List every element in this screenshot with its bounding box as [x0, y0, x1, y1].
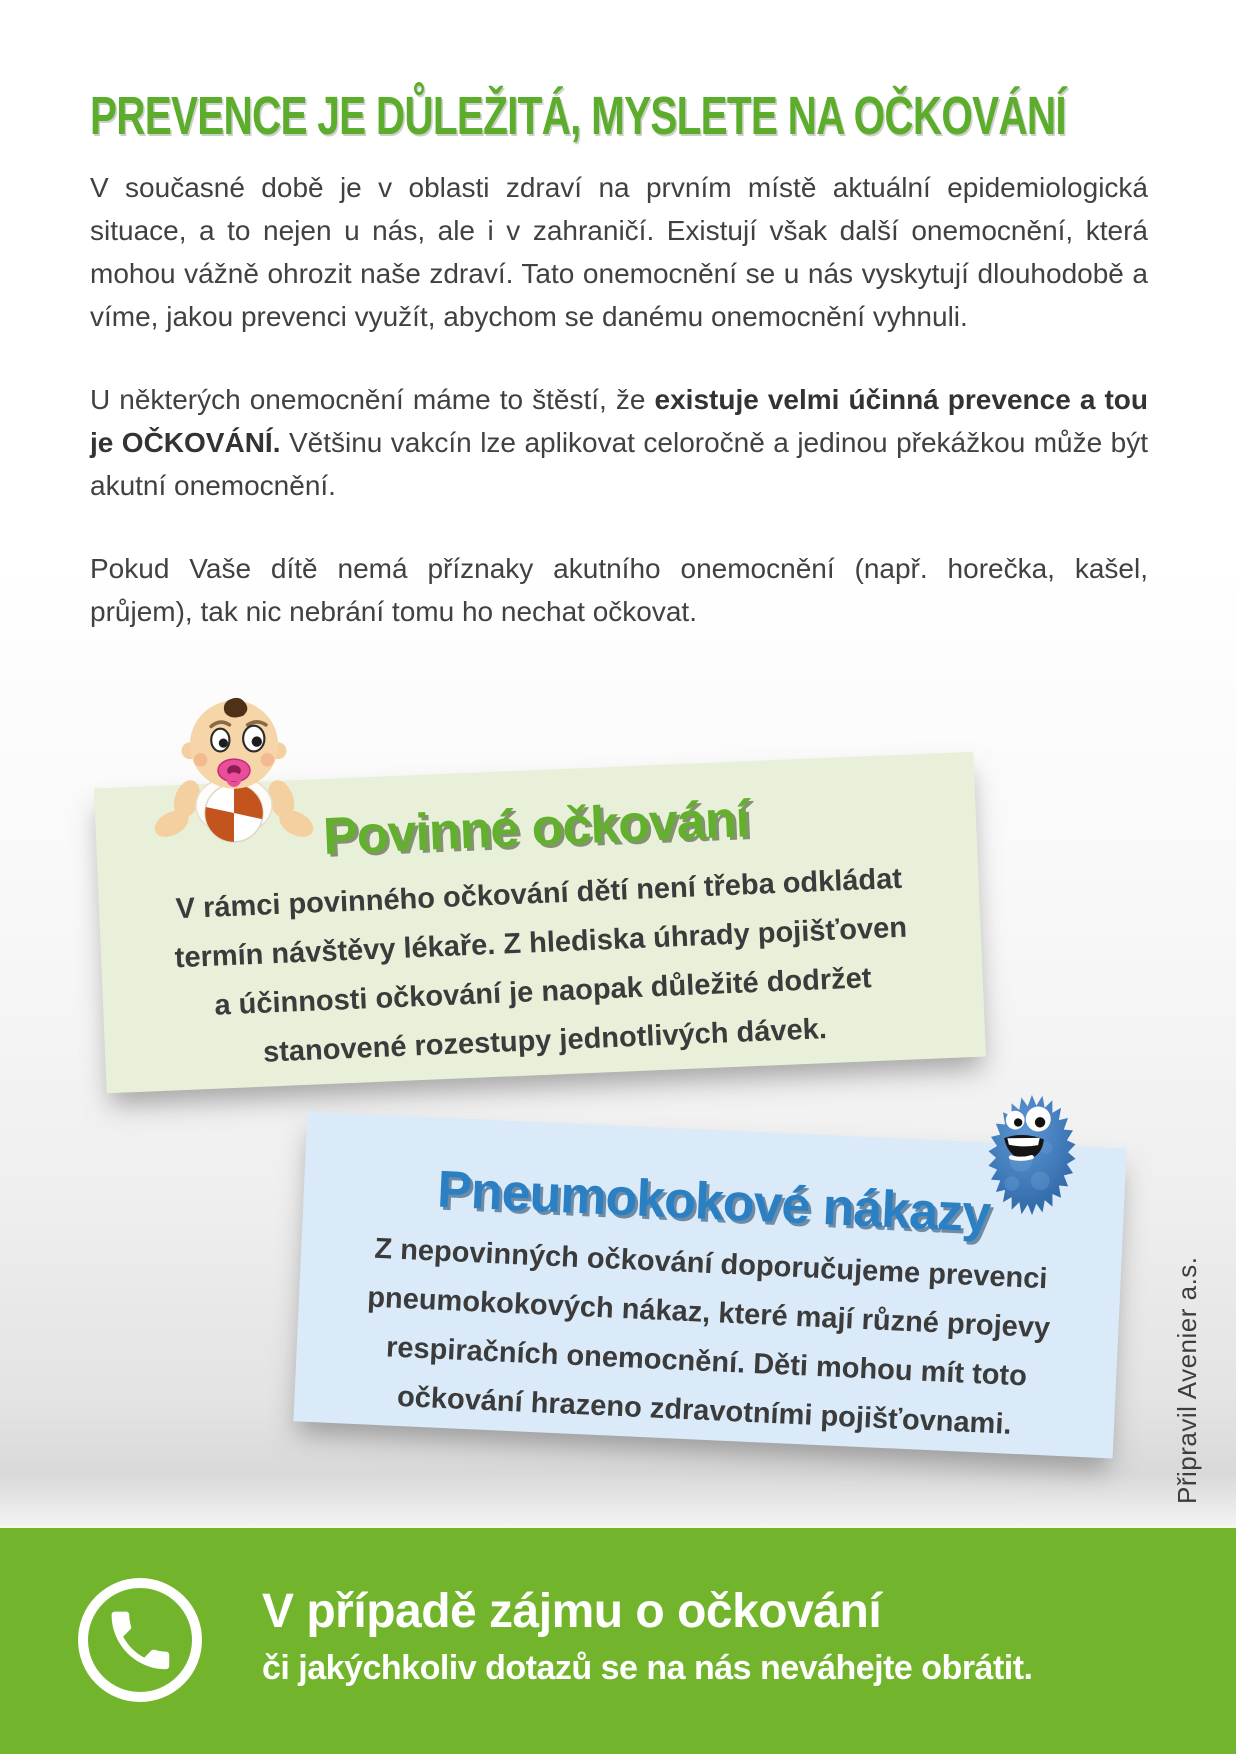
card-pneumococcal-line: Z nepovinných očkování doporučujeme prevenci — [373, 1232, 1049, 1296]
footer-line-2: či jakýchkoliv dotazů se na nás neváhejte obrátit. — [262, 1649, 1033, 1687]
baby-icon — [150, 696, 318, 848]
intro-paragraphs — [90, 166, 1148, 673]
paragraph-3: Pokud Vaše dítě nemá příznaky akutního onemocnění (např. horečka, kašel, průjem), tak nic nebrání tomu ho nechat očkovat. — [90, 553, 1148, 627]
card-pneumococcal-line: očkování hrazeno zdravotními pojišťovnami. — [396, 1380, 1013, 1441]
card-pneumococcal-title: Pneumokokové nákazy — [436, 1160, 992, 1244]
card-mandatory-line: V rámci povinného očkování dětí není třeba odkládat — [175, 862, 903, 926]
footer-line-1: V případě zájmu o očkování — [262, 1585, 882, 1638]
germ-icon — [980, 1086, 1084, 1224]
credit-vertical-text: Připravil Avenier a.s. — [1172, 1256, 1202, 1504]
card-mandatory-line: a účinnosti očkování je naopak důležité dodržet — [213, 962, 873, 1022]
footer-contact-band — [0, 1525, 1236, 1754]
card-mandatory-title: Povinné očkování — [321, 790, 751, 866]
phone-icon — [76, 1576, 204, 1704]
paragraph-2: U některých onemocnění máme to štěstí, že existuje velmi účinná prevence a tou je OČKOVÁNÍ. Většinu vakcín lze aplikovat celoročně a jedinou překážkou může být akutní onemocnění. — [90, 384, 1149, 501]
card-pneumococcal-line: respiračních onemocnění. Děti mohou mít toto — [385, 1331, 1028, 1393]
card-mandatory-line: stanovené rozestupy jednotlivých dávek. — [262, 1013, 828, 1069]
card-pneumococcal-line: pneumokokových nákaz, které mají různé projevy — [366, 1281, 1051, 1345]
paragraph-2-bold: existuje velmi účinná prevence a tou je OČKOVÁNÍ. — [90, 384, 1148, 458]
card-mandatory-line: termín návštěvy lékaře. Z hlediska úhrady pojišťoven — [174, 911, 908, 975]
page-title: PREVENCE JE DŮLEŽITÁ, MYSLETE NA OČKOVÁNÍ — [90, 86, 1066, 146]
footer-text — [262, 1582, 1033, 1694]
paragraph-1: V současné době je v oblasti zdraví na prvním místě aktuální epidemiologická situace, a to nejen u nás, ale i v zahraničí. Existují však další onemocnění, která mohou vážně ohrozit naše zdraví. Tato onemocnění se u nás vyskytují dlouhodobě a víme, jakou prevenci využít, abychom se danému onemocnění vyhnuli. — [90, 172, 1148, 332]
